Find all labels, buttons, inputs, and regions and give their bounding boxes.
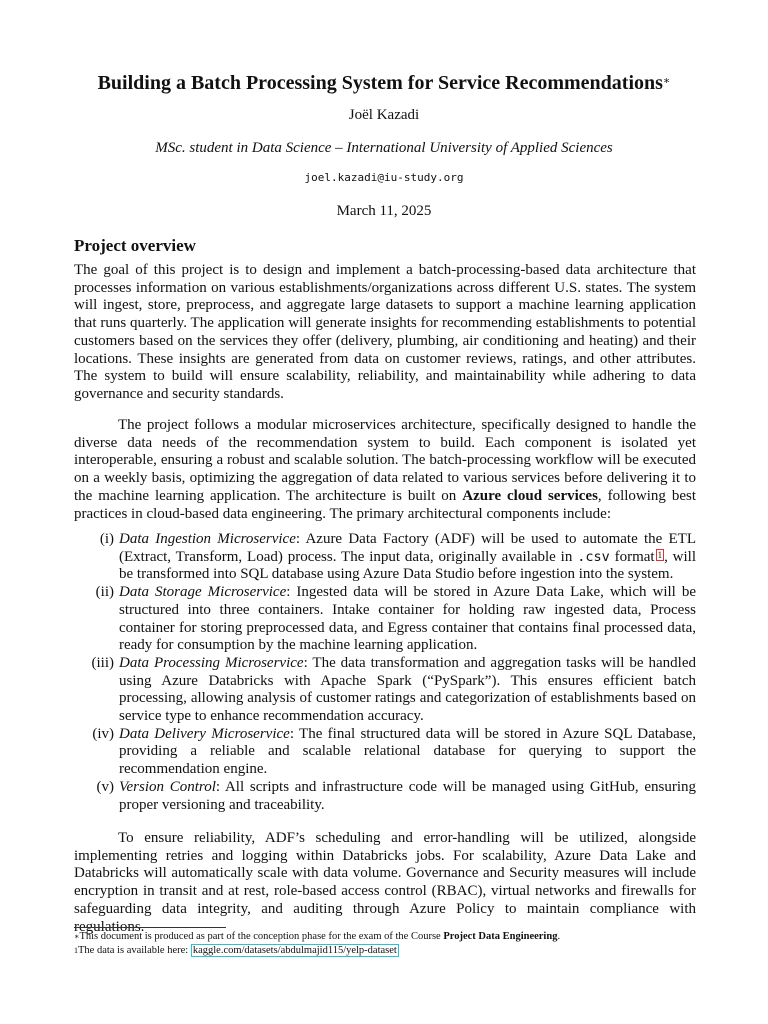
list-term: Version Control (119, 778, 216, 795)
list-term: Data Delivery Microservice (119, 725, 290, 742)
list-item (74, 584, 696, 655)
list-text: : The final structured data will be stored in Azure SQL Database, providing a reliable and scalable relational database for querying to support the recommendation engine. (119, 725, 696, 778)
footnote-1-text: The data is available here: (78, 945, 191, 956)
footnote-star-mark: ∗ (74, 932, 80, 941)
list-marker: (iii) (91, 654, 114, 671)
section-heading: Project overview (74, 236, 196, 255)
paragraph-1: The goal of this project is to design and implement a batch-processing-based data architecture that processes information on various establishments/organizations across different U.S. states. The system will ingest, store, preprocess, and aggregate large datasets to support a machine learning application that runs quarterly. The application will generate insights for recommending establishments to potential customers based on the services they offer (delivery, plumbing, air conditioning and heating) and their locations. These insights are generated from data on customer reviews, ratings, and other attributes. The system to build will ensure scalability, reliability, and maintainability while adhering to data governance and security standards. (74, 262, 696, 402)
list-text: : All scripts and infrastructure code will be managed using GitHub, ensuring proper versioning and traceability. (119, 778, 697, 813)
list-term: Data Ingestion Microservice (119, 531, 296, 547)
list-text: : Azure Data Factory (ADF) will be used to automate the ETL (Extract, Transform, Load) process. The input data, originally available in (119, 531, 696, 565)
paragraph-3: To ensure reliability, ADF’s scheduling and error-handling will be utilized, alongside implementing retries and logging within Databricks jobs. For scalability, Azure Data Lake and Databricks will automatically scale with data volume. Governance and Security measures will include encryption in transit and at rest, role-based access control (RBAC), virtual networks and firewalls for safeguarding data integrity, and auditing through Azure Policy to maintain compliance with regulations. (74, 830, 696, 935)
footnote-divider (74, 927, 226, 928)
footnote-star-text: This document is produced as part of the conception phase for the exam of the Course (79, 931, 444, 942)
footnote-1-mark: 1 (74, 946, 78, 955)
footnote-star-end: . (557, 931, 561, 942)
footnotes (74, 930, 696, 958)
list-marker: (v) (96, 778, 114, 795)
paragraph-2-text-a: The project follows a modular microservices architecture, specifically designed to handle the diverse data needs of the recommendation system to build. Each component is isolated yet interoperable, ensuring a robust and scalable solution. The batch-processing workflow will be executed on a weekly basis, optimizing the aggregation of data related to various services before delivering it to the machine learning application. The architecture is built on (74, 417, 696, 504)
footnote-ref-1[interactable]: 1 (657, 549, 663, 560)
paper-title-text: Building a Batch Processing System for Service Recommendations (97, 72, 663, 94)
paragraph-2-bold: Azure cloud services (462, 487, 598, 504)
list-item (74, 726, 696, 779)
component-list (74, 531, 696, 814)
list-text: : The data transformation and aggregation tasks will be handled using Azure Databricks with Apache Spark (“PySpark”). This ensures efficient batch processing, allowing analysis of customer ratings and categorization of establishments based on service type to enhance recommendation accuracy. (119, 654, 696, 725)
paragraph-2 (74, 417, 696, 523)
list-item (74, 531, 696, 584)
author-email: joel.kazadi@iu-study.org (304, 171, 464, 184)
list-term: Data Processing Microservice (119, 654, 304, 671)
list-text: , will be transformed into SQL database using Azure Data Studio before ingestion into the system. (119, 548, 697, 583)
list-item (74, 655, 696, 726)
list-text: format (609, 548, 655, 565)
author-affiliation: MSc. student in Data Science – International University of Applied Sciences (155, 140, 613, 156)
footnote-star (74, 930, 696, 944)
dataset-link[interactable]: kaggle.com/datasets/abdulmajid115/yelp-dataset (192, 945, 397, 956)
paragraph-2-text-b: , following best practices in cloud-based data engineering. The primary architectural components include: (74, 487, 696, 522)
list-marker: (ii) (95, 584, 114, 601)
list-marker: (iv) (92, 725, 114, 742)
list-text: : Ingested data will be stored in Azure Data Lake, which will be structured into three containers. Intake container for holding raw ingested data, Process container for storing preprocessed data, and Egress container that contains final processed data, ready for consumption by the machine learning application. (119, 584, 696, 654)
title-footnote-mark[interactable]: ∗ (662, 75, 671, 87)
csv-code: .csv (577, 548, 610, 565)
author-name: Joël Kazadi (348, 107, 420, 123)
list-term: Data Storage Microservice (119, 584, 287, 601)
paper-title (40, 70, 728, 96)
footnote-star-bold: Project Data Engineering (443, 931, 558, 942)
footnote-1 (74, 944, 696, 958)
list-item (74, 779, 696, 814)
paper-date: March 11, 2025 (336, 203, 432, 219)
list-marker: (i) (99, 531, 114, 547)
